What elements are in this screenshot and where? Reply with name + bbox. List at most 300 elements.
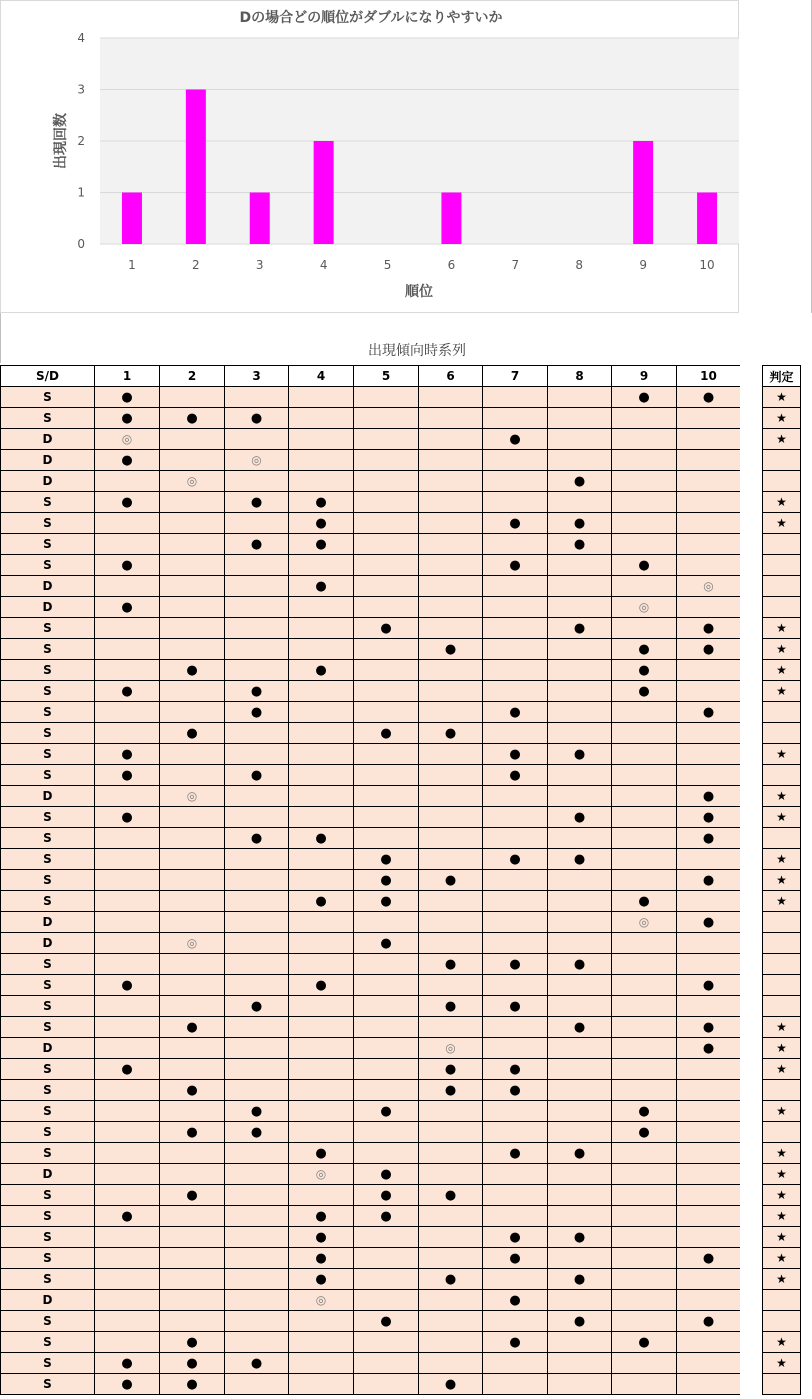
table-row xyxy=(1,807,741,828)
rank-cell xyxy=(225,639,289,660)
dot-mark: ● xyxy=(509,1229,521,1245)
dot-mark: ● xyxy=(250,704,263,720)
bar-2 xyxy=(186,90,206,245)
rank-cell xyxy=(548,471,612,492)
table-row xyxy=(1,1017,741,1038)
judge-row xyxy=(763,744,801,765)
judge-row xyxy=(763,1332,801,1353)
sd-cell: S xyxy=(1,975,95,996)
dot-mark: ● xyxy=(380,872,392,888)
table-row xyxy=(1,450,741,471)
judge-cell xyxy=(763,891,801,912)
dot-mark: ● xyxy=(186,1355,198,1371)
rank-cell xyxy=(677,744,741,765)
sd-cell: D xyxy=(1,786,95,807)
rank-cell xyxy=(225,1101,289,1122)
dot-mark: ● xyxy=(638,1334,650,1350)
sd-cell: S xyxy=(1,807,95,828)
table-row xyxy=(1,1164,741,1185)
rank-cell xyxy=(483,807,548,828)
rank-cell xyxy=(677,1101,741,1122)
double-mark: ◎ xyxy=(186,474,198,488)
rank-cell xyxy=(95,450,160,471)
rank-cell xyxy=(677,912,741,933)
rank-cell xyxy=(160,408,225,429)
rank-cell xyxy=(548,975,612,996)
dot-mark: ● xyxy=(380,1103,392,1119)
rank-cell xyxy=(612,975,677,996)
rank-cell xyxy=(612,1206,677,1227)
rank-cell xyxy=(225,912,289,933)
dot-mark: ● xyxy=(509,515,521,531)
dot-mark: ● xyxy=(315,494,327,510)
sd-cell: S xyxy=(1,1122,95,1143)
rank-cell xyxy=(160,492,225,513)
dot-mark: ● xyxy=(380,1313,392,1329)
dot-mark: ● xyxy=(186,410,198,426)
y-axis-label: 出現回数 xyxy=(53,113,69,169)
rank-cell xyxy=(160,387,225,408)
dot-mark: ● xyxy=(121,410,133,426)
judge-row xyxy=(763,1038,801,1059)
rank-cell xyxy=(677,492,741,513)
bar-3 xyxy=(250,193,270,245)
dot-mark: ● xyxy=(638,683,650,699)
judge-cell xyxy=(763,765,801,786)
rank-cell xyxy=(225,954,289,975)
star-mark: ★ xyxy=(776,1272,787,1286)
rank-cell xyxy=(677,1059,741,1080)
rank-cell xyxy=(483,1038,548,1059)
judge-cell xyxy=(763,1143,801,1164)
table-row xyxy=(1,786,741,807)
star-mark: ★ xyxy=(776,432,787,446)
rank-cell xyxy=(612,1290,677,1311)
rank-cell xyxy=(419,1374,483,1395)
rank-cell xyxy=(419,723,483,744)
rank-cell xyxy=(612,513,677,534)
rank-cell xyxy=(483,534,548,555)
rank-cell xyxy=(419,576,483,597)
dot-mark: ● xyxy=(573,1271,586,1287)
rank-cell xyxy=(612,1143,677,1164)
judge-cell xyxy=(763,555,801,576)
dot-mark: ● xyxy=(250,683,263,699)
table-row xyxy=(1,975,741,996)
rank-cell xyxy=(95,1017,160,1038)
rank-cell xyxy=(354,681,419,702)
rank-cell xyxy=(419,828,483,849)
rank-cell xyxy=(354,723,419,744)
dot-mark: ● xyxy=(315,515,327,531)
rank-cell xyxy=(548,1269,612,1290)
sd-cell: S xyxy=(1,996,95,1017)
rank-cell xyxy=(95,975,160,996)
rank-cell xyxy=(548,723,612,744)
rank-cell xyxy=(419,1353,483,1374)
rank-cell xyxy=(677,765,741,786)
rank-cell xyxy=(548,1332,612,1353)
rank-cell xyxy=(548,1143,612,1164)
rank-cell xyxy=(160,828,225,849)
rank-cell xyxy=(225,849,289,870)
rank-cell xyxy=(289,1101,354,1122)
rank-cell xyxy=(289,1206,354,1227)
judge-row xyxy=(763,492,801,513)
judge-row xyxy=(763,408,801,429)
rank-cell xyxy=(160,1227,225,1248)
rank-cell xyxy=(419,492,483,513)
rank-cell xyxy=(419,1122,483,1143)
dot-mark: ● xyxy=(186,1124,198,1140)
rank-cell xyxy=(160,1248,225,1269)
rank-cell xyxy=(289,408,354,429)
table-row xyxy=(1,429,741,450)
rank-cell xyxy=(677,1374,741,1395)
rank-cell xyxy=(354,807,419,828)
dot-mark: ● xyxy=(509,1334,521,1350)
judge-row xyxy=(763,1017,801,1038)
judge-row xyxy=(763,933,801,954)
rank-cell xyxy=(677,408,741,429)
dot-mark: ● xyxy=(186,1376,198,1392)
rank-cell xyxy=(548,1038,612,1059)
dot-mark: ● xyxy=(315,830,327,846)
rank-cell xyxy=(95,618,160,639)
sd-cell: D xyxy=(1,933,95,954)
y-tick-label: 2 xyxy=(77,134,85,148)
rank-cell xyxy=(354,429,419,450)
rank-cell xyxy=(354,513,419,534)
rank-cell xyxy=(612,1059,677,1080)
judge-cell xyxy=(763,1038,801,1059)
rank-cell xyxy=(483,1185,548,1206)
dot-mark: ● xyxy=(121,683,133,699)
rank-cell xyxy=(548,891,612,912)
rank-cell xyxy=(289,1122,354,1143)
sd-cell: D xyxy=(1,576,95,597)
dot-mark: ● xyxy=(121,767,133,783)
dot-mark: ● xyxy=(315,893,327,909)
rank-cell xyxy=(95,723,160,744)
star-mark: ★ xyxy=(776,747,787,761)
rank-cell xyxy=(95,555,160,576)
rank-cell xyxy=(677,513,741,534)
rank-cell xyxy=(354,450,419,471)
table-header-row xyxy=(1,366,741,387)
rank-cell xyxy=(354,555,419,576)
rank-cell xyxy=(225,975,289,996)
judge-cell xyxy=(763,1080,801,1101)
rank-cell xyxy=(548,576,612,597)
dot-mark: ● xyxy=(186,1334,198,1350)
rank-cell xyxy=(354,870,419,891)
dot-mark: ● xyxy=(380,935,392,951)
rank-cell xyxy=(548,429,612,450)
sd-cell: S xyxy=(1,1353,95,1374)
table-row xyxy=(1,702,741,723)
rank-cell xyxy=(95,1038,160,1059)
table-row xyxy=(1,828,741,849)
rank-cell xyxy=(677,1290,741,1311)
table-row xyxy=(1,1311,741,1332)
rank-cell xyxy=(289,786,354,807)
sd-cell: D xyxy=(1,471,95,492)
rank-cell xyxy=(548,765,612,786)
rank-cell xyxy=(354,1227,419,1248)
judge-row xyxy=(763,870,801,891)
judge-cell xyxy=(763,513,801,534)
sd-cell: S xyxy=(1,492,95,513)
y-tick-label: 0 xyxy=(77,237,85,251)
dot-mark: ● xyxy=(702,872,715,888)
y-tick-label: 3 xyxy=(77,82,85,97)
judge-row xyxy=(763,702,801,723)
rank-cell xyxy=(419,1059,483,1080)
rank-cell xyxy=(289,954,354,975)
table-row xyxy=(1,1332,741,1353)
rank-cell xyxy=(354,1080,419,1101)
rank-cell xyxy=(612,786,677,807)
judge-cell xyxy=(763,1185,801,1206)
rank-cell xyxy=(612,1269,677,1290)
dot-mark: ● xyxy=(638,557,650,573)
dot-mark: ● xyxy=(250,494,263,510)
rank-cell xyxy=(160,555,225,576)
rank-cell xyxy=(677,1206,741,1227)
sd-cell: S xyxy=(1,702,95,723)
rank-cell xyxy=(677,1185,741,1206)
rank-cell xyxy=(354,1122,419,1143)
judge-row xyxy=(763,1101,801,1122)
table-row xyxy=(1,597,741,618)
sd-cell: S xyxy=(1,1206,95,1227)
header-rank-4: 4 xyxy=(289,366,354,387)
rank-cell xyxy=(419,618,483,639)
sd-cell: D xyxy=(1,1164,95,1185)
judge-row xyxy=(763,513,801,534)
table-row xyxy=(1,534,741,555)
dot-mark: ● xyxy=(121,557,133,573)
rank-cell xyxy=(612,723,677,744)
rank-cell xyxy=(225,1059,289,1080)
judge-cell xyxy=(763,681,801,702)
double-mark: ◎ xyxy=(445,1041,456,1055)
table-row xyxy=(1,1353,741,1374)
rank-cell xyxy=(483,1332,548,1353)
rank-cell xyxy=(160,1374,225,1395)
rank-cell xyxy=(483,702,548,723)
table-row xyxy=(1,744,741,765)
rank-cell xyxy=(419,1290,483,1311)
dot-mark: ● xyxy=(250,1124,263,1140)
rank-cell xyxy=(289,429,354,450)
rank-cell xyxy=(612,1332,677,1353)
rank-cell xyxy=(419,1038,483,1059)
rank-cell xyxy=(612,954,677,975)
rank-cell xyxy=(289,1143,354,1164)
dot-mark: ● xyxy=(509,1292,521,1308)
rank-cell xyxy=(612,1374,677,1395)
judge-cell xyxy=(763,1269,801,1290)
rank-cell xyxy=(612,1122,677,1143)
rank-cell xyxy=(419,702,483,723)
rank-cell xyxy=(612,1311,677,1332)
rank-cell xyxy=(612,891,677,912)
rank-cell xyxy=(677,828,741,849)
rank-cell xyxy=(419,996,483,1017)
rank-cell xyxy=(354,744,419,765)
sd-cell: S xyxy=(1,618,95,639)
dot-mark: ● xyxy=(638,1103,650,1119)
rank-cell xyxy=(419,555,483,576)
rank-cell xyxy=(548,996,612,1017)
x-tick-label: 5 xyxy=(383,258,392,272)
rank-cell xyxy=(95,1332,160,1353)
rank-cell xyxy=(225,429,289,450)
rank-cell xyxy=(225,744,289,765)
rank-cell xyxy=(95,639,160,660)
double-mark: ◎ xyxy=(638,600,650,614)
rank-cell xyxy=(612,912,677,933)
rank-cell xyxy=(354,1290,419,1311)
rank-cell xyxy=(677,870,741,891)
rank-cell xyxy=(289,1374,354,1395)
dot-mark: ● xyxy=(121,746,133,762)
rank-cell xyxy=(160,597,225,618)
dot-mark: ● xyxy=(315,1271,327,1287)
judge-cell xyxy=(763,954,801,975)
rank-cell xyxy=(419,429,483,450)
rank-cell xyxy=(225,1332,289,1353)
rank-cell xyxy=(612,471,677,492)
rank-cell xyxy=(612,765,677,786)
sd-cell: S xyxy=(1,408,95,429)
rank-cell xyxy=(225,1122,289,1143)
rank-cell xyxy=(160,1017,225,1038)
rank-cell xyxy=(677,702,741,723)
table-row xyxy=(1,492,741,513)
judge-cell xyxy=(763,933,801,954)
rank-cell xyxy=(289,513,354,534)
judge-row xyxy=(763,1269,801,1290)
rank-cell xyxy=(289,660,354,681)
dot-mark: ● xyxy=(444,725,457,741)
rank-cell xyxy=(289,576,354,597)
table-row xyxy=(1,1227,741,1248)
judge-cell xyxy=(763,1206,801,1227)
rank-cell xyxy=(677,660,741,681)
dot-mark: ● xyxy=(573,536,586,552)
judge-row xyxy=(763,1227,801,1248)
rank-cell xyxy=(483,1206,548,1227)
rank-cell xyxy=(225,597,289,618)
dot-mark: ● xyxy=(186,1019,198,1035)
rank-cell xyxy=(483,471,548,492)
table-row xyxy=(1,576,741,597)
rank-cell xyxy=(419,1269,483,1290)
rank-cell xyxy=(354,849,419,870)
rank-cell xyxy=(419,954,483,975)
rank-cell xyxy=(677,1332,741,1353)
star-mark: ★ xyxy=(776,1041,787,1055)
dot-mark: ● xyxy=(702,830,715,846)
rank-cell xyxy=(548,1017,612,1038)
judge-cell xyxy=(763,975,801,996)
rank-cell xyxy=(289,1164,354,1185)
judge-cell xyxy=(763,1122,801,1143)
rank-cell xyxy=(677,1038,741,1059)
dot-mark: ● xyxy=(573,515,586,531)
dot-mark: ● xyxy=(509,1082,521,1098)
rank-cell xyxy=(289,1290,354,1311)
rank-cell xyxy=(677,555,741,576)
dot-mark: ● xyxy=(444,1271,457,1287)
rank-cell xyxy=(419,1311,483,1332)
rank-cell xyxy=(483,639,548,660)
dot-mark: ● xyxy=(186,1082,198,1098)
rank-cell xyxy=(612,744,677,765)
rank-cell xyxy=(160,1038,225,1059)
rank-cell xyxy=(289,891,354,912)
rank-cell xyxy=(354,933,419,954)
judge-row xyxy=(763,1185,801,1206)
dot-mark: ● xyxy=(315,1229,327,1245)
rank-cell xyxy=(548,1185,612,1206)
rank-cell xyxy=(677,471,741,492)
star-mark: ★ xyxy=(776,852,787,866)
dot-mark: ● xyxy=(509,998,521,1014)
rank-cell xyxy=(483,828,548,849)
rank-cell xyxy=(612,702,677,723)
rank-cell xyxy=(548,954,612,975)
x-tick-label: 4 xyxy=(319,258,328,272)
star-mark: ★ xyxy=(776,1251,787,1265)
dot-mark: ● xyxy=(121,1061,133,1077)
rank-cell xyxy=(354,1101,419,1122)
table-row xyxy=(1,1290,741,1311)
judge-row xyxy=(763,1080,801,1101)
rank-cell xyxy=(548,1059,612,1080)
star-mark: ★ xyxy=(776,1209,787,1223)
rank-cell xyxy=(354,576,419,597)
sd-cell: S xyxy=(1,1143,95,1164)
rank-cell xyxy=(483,1374,548,1395)
rank-cell xyxy=(677,1164,741,1185)
rank-cell xyxy=(289,555,354,576)
judge-cell xyxy=(763,1311,801,1332)
rank-cell xyxy=(95,1290,160,1311)
judge-row xyxy=(763,1206,801,1227)
rank-cell xyxy=(289,1038,354,1059)
rank-cell xyxy=(483,1269,548,1290)
dot-mark: ● xyxy=(702,620,715,636)
rank-cell xyxy=(419,849,483,870)
dot-mark: ● xyxy=(702,1040,715,1056)
rank-cell xyxy=(289,492,354,513)
rank-cell xyxy=(483,786,548,807)
x-tick-label: 9 xyxy=(639,258,647,272)
judge-cell xyxy=(763,912,801,933)
rank-cell xyxy=(548,828,612,849)
rank-cell xyxy=(612,1164,677,1185)
rank-cell xyxy=(483,660,548,681)
rank-cell xyxy=(677,786,741,807)
rank-cell xyxy=(419,1332,483,1353)
dot-mark: ● xyxy=(444,641,457,657)
rank-cell xyxy=(95,1269,160,1290)
rank-cell xyxy=(160,702,225,723)
